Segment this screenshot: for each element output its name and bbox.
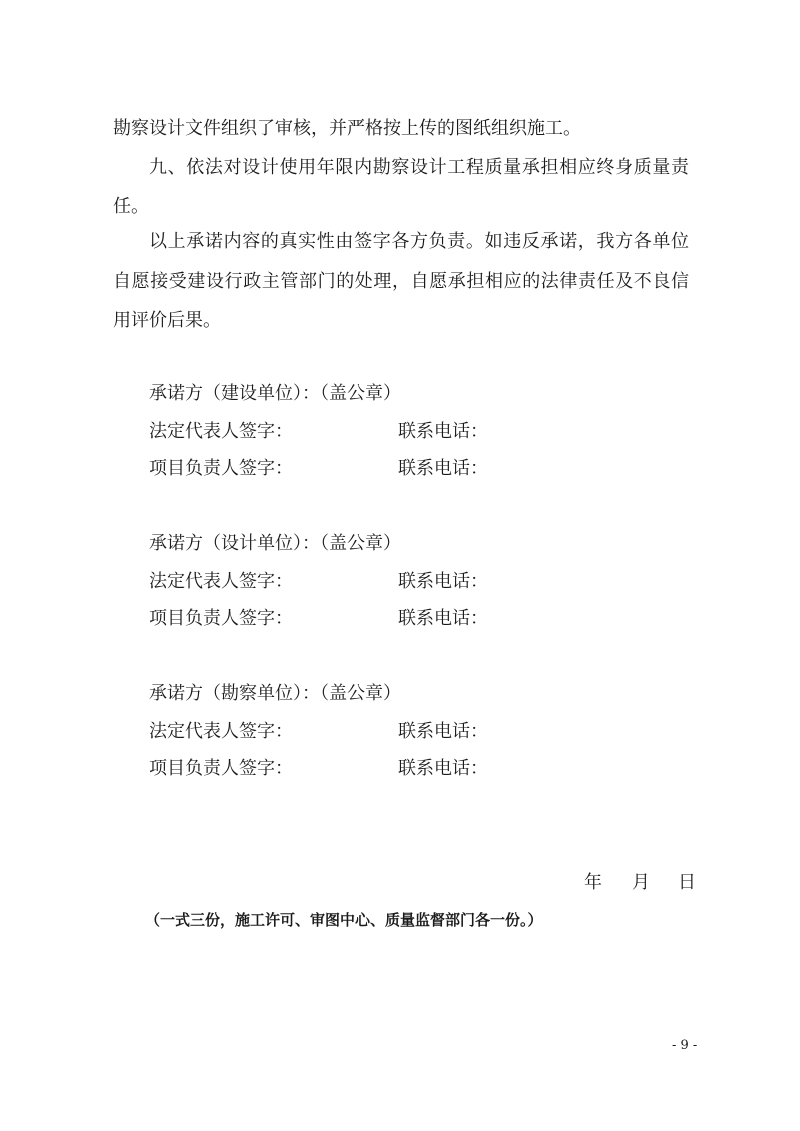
date-month-label: 月 [632,872,650,893]
legal-rep-phone-label: 联系电话： [398,571,488,592]
project-lead-signature-label: 项目负责人签字： [149,758,293,779]
item-9-line-1: 九、依法对设计使用年限内勘察设计工程质量承担相应终身质量责 [149,157,689,178]
legal-rep-phone-label: 联系电话： [398,421,488,442]
paragraph-continuation: 勘察设计文件组织了审核，并严格按上传的图纸组织施工。 [113,118,581,139]
project-lead-phone-label: 联系电话： [398,608,488,629]
item-9-line-2: 任。 [113,196,149,217]
project-lead-phone-label: 联系电话： [398,458,488,479]
party-title: 承诺方（建设单位）：（盖公章） [149,383,401,404]
project-lead-signature-label: 项目负责人签字： [149,458,293,479]
date-day-label: 日 [678,872,696,893]
copies-note: （一式三份，施工许可、审图中心、质量监督部门各一份。） [145,911,543,929]
page-number: - 9 - [672,1038,698,1053]
project-lead-phone-label: 联系电话： [398,758,488,779]
legal-rep-signature-label: 法定代表人签字： [149,421,293,442]
party-title: 承诺方（勘察单位）：（盖公章） [149,683,401,704]
legal-rep-signature-label: 法定代表人签字： [149,721,293,742]
party-title: 承诺方（设计单位）：（盖公章） [149,533,401,554]
legal-rep-signature-label: 法定代表人签字： [149,571,293,592]
statement-line-3: 用评价后果。 [113,310,221,331]
statement-line-1: 以上承诺内容的真实性由签字各方负责。如违反承诺，我方各单位 [149,231,689,252]
statement-line-2: 自愿接受建设行政主管部门的处理，自愿承担相应的法律责任及不良信 [113,271,689,292]
project-lead-signature-label: 项目负责人签字： [149,608,293,629]
legal-rep-phone-label: 联系电话： [398,721,488,742]
date-year-label: 年 [584,872,602,893]
